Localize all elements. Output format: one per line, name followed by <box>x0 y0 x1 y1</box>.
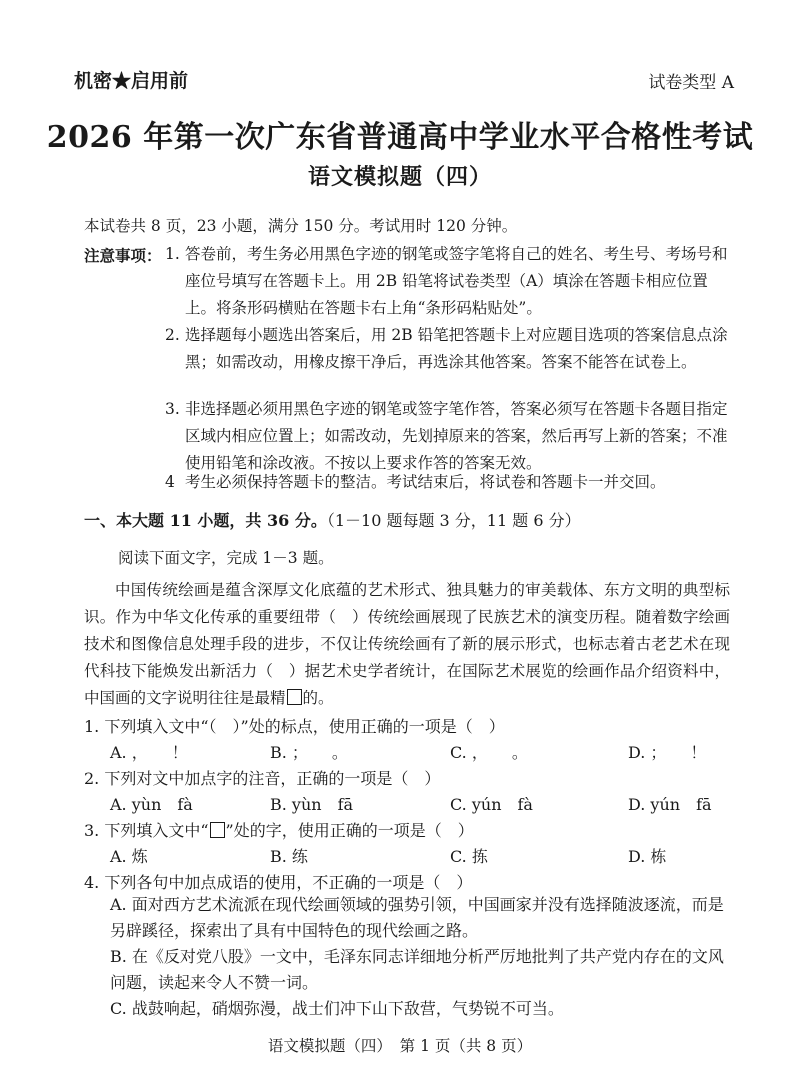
question-4-option-a[interactable]: A. 面对西方艺术流派在现代绘画领域的强势引领，中国画家并没有选择随波逐流，而是另辟蹊径，探索出了具有中国特色的现代绘画之路。 <box>110 895 724 940</box>
note-text: 答卷前，考生务必用黑色字迹的钢笔或签字笔将自己的姓名、考生号、考场号和座位号填写在答题卡上。用 2B 铅笔将试卷类型（A）填涂在答题卡相应位置上。将条形码横贴在答题卡右上角“条形码粘贴处”。 <box>185 245 728 317</box>
question-2-option-d[interactable]: D. yún fā <box>628 795 712 814</box>
reading-passage <box>84 577 730 712</box>
note-number: 4 <box>165 473 175 491</box>
confidential-label: 机密★启用前 <box>74 70 189 92</box>
note-item <box>165 322 730 376</box>
question-3-option-b[interactable]: B. 练 <box>270 847 308 866</box>
note-number: 1. <box>165 245 180 263</box>
section-heading <box>84 508 581 531</box>
question-1-option-d[interactable]: D. ； ！ <box>628 743 707 762</box>
note-number: 2. <box>165 326 180 344</box>
question-2-option-a[interactable]: A. yùn fà <box>110 795 193 814</box>
reading-instruction: 阅读下面文字，完成 1－3 题。 <box>118 549 334 567</box>
note-item <box>165 469 730 496</box>
question-2-option-c[interactable]: C. yún fà <box>450 795 533 814</box>
question-2-option-b[interactable]: B. yùn fā <box>270 795 354 814</box>
blank-box <box>210 822 225 838</box>
question-3-option-a[interactable]: A. 炼 <box>110 847 148 866</box>
question-3-stem-end: ”处的字，使用正确的一项是（ ） <box>225 821 474 840</box>
note-text: 考生必须保持答题卡的整洁。考试结束后，将试卷和答题卡一并交回。 <box>185 473 666 491</box>
question-2-stem: 2. 下列对文中加点字的注音，正确的一项是（ ） <box>84 769 441 788</box>
question-3-option-c[interactable]: C. 拣 <box>450 847 488 866</box>
question-1-option-a[interactable]: A. ， ！ <box>110 743 188 762</box>
question-4-stem: 4. 下列各句中加点成语的使用，不正确的一项是（ ） <box>84 873 473 892</box>
exam-intro: 本试卷共 8 页，23 小题，满分 150 分。考试用时 120 分钟。 <box>84 217 518 235</box>
question-4-option-c[interactable]: C. 战鼓响起，硝烟弥漫，战士们冲下山下敌营，气势锐不可当。 <box>110 999 564 1018</box>
question-3-stem <box>84 818 474 841</box>
note-text: 选择题每小题选出答案后，用 2B 铅笔把答题卡上对应题目选项的答案信息点涂黑；如需改动，用橡皮擦干净后，再选涂其他答案。答案不能答在试卷上。 <box>185 326 728 371</box>
notes-label: 注意事项： <box>84 246 162 265</box>
note-number: 3. <box>165 400 180 418</box>
note-text: 非选择题必须用黑色字迹的钢笔或签字笔作答，答案必须写在答题卡各题目指定区域内相应位置上；如需改动，先划掉原来的答案，然后再写上新的答案；不准使用铅笔和涂改液。不按以上要求作答的答案无效。 <box>185 400 728 472</box>
question-3-option-d[interactable]: D. 栋 <box>628 847 667 866</box>
page-footer: 语文模拟题（四） 第 1 页（共 8 页） <box>267 1037 533 1055</box>
passage-text-end: 的。 <box>302 689 334 707</box>
question-1-option-c[interactable]: C. ， 。 <box>450 743 528 762</box>
section-title: 一、本大题 11 小题，共 36 分。 <box>84 511 327 530</box>
exam-title: 2026 年第一次广东省普通高中学业水平合格性考试 <box>46 120 754 155</box>
section-score-note: （1－10 题每题 3 分，11 题 6 分） <box>326 511 581 530</box>
question-1-option-b[interactable]: B. ； 。 <box>270 743 348 762</box>
question-1-stem: 1. 下列填入文中“（ ）”处的标点，使用正确的一项是（ ） <box>84 717 505 736</box>
blank-box <box>287 689 302 705</box>
question-4-option-b[interactable]: B. 在《反对党八股》一文中，毛泽东同志详细地分析严厉地批判了共产党内存在的文风问题，读起来令人不赞一词。 <box>110 947 724 992</box>
question-3-stem-start: 3. 下列填入文中“ <box>84 821 209 840</box>
note-item <box>165 241 730 322</box>
exam-subtitle: 语文模拟题（四） <box>307 164 492 190</box>
note-item <box>165 396 730 477</box>
paper-type-label: 试卷类型 A <box>648 73 734 93</box>
passage-text: 中国传统绘画是蕴含深厚文化底蕴的艺术形式、独具魅力的审美载体、东方文明的典型标识。作为中华文化传承的重要纽带（ ）传统绘画展现了民族艺术的演变历程。随着数字绘画技术和图像信息处理手段的进步，不仅让传统绘画有了新的展示形式，也标志着古老艺术在现代科技下能焕发出新活力（ ）据艺术史学者统计，在国际艺术展览的绘画作品介绍资料中，中国画的文字说明往往是最精 <box>84 581 730 707</box>
